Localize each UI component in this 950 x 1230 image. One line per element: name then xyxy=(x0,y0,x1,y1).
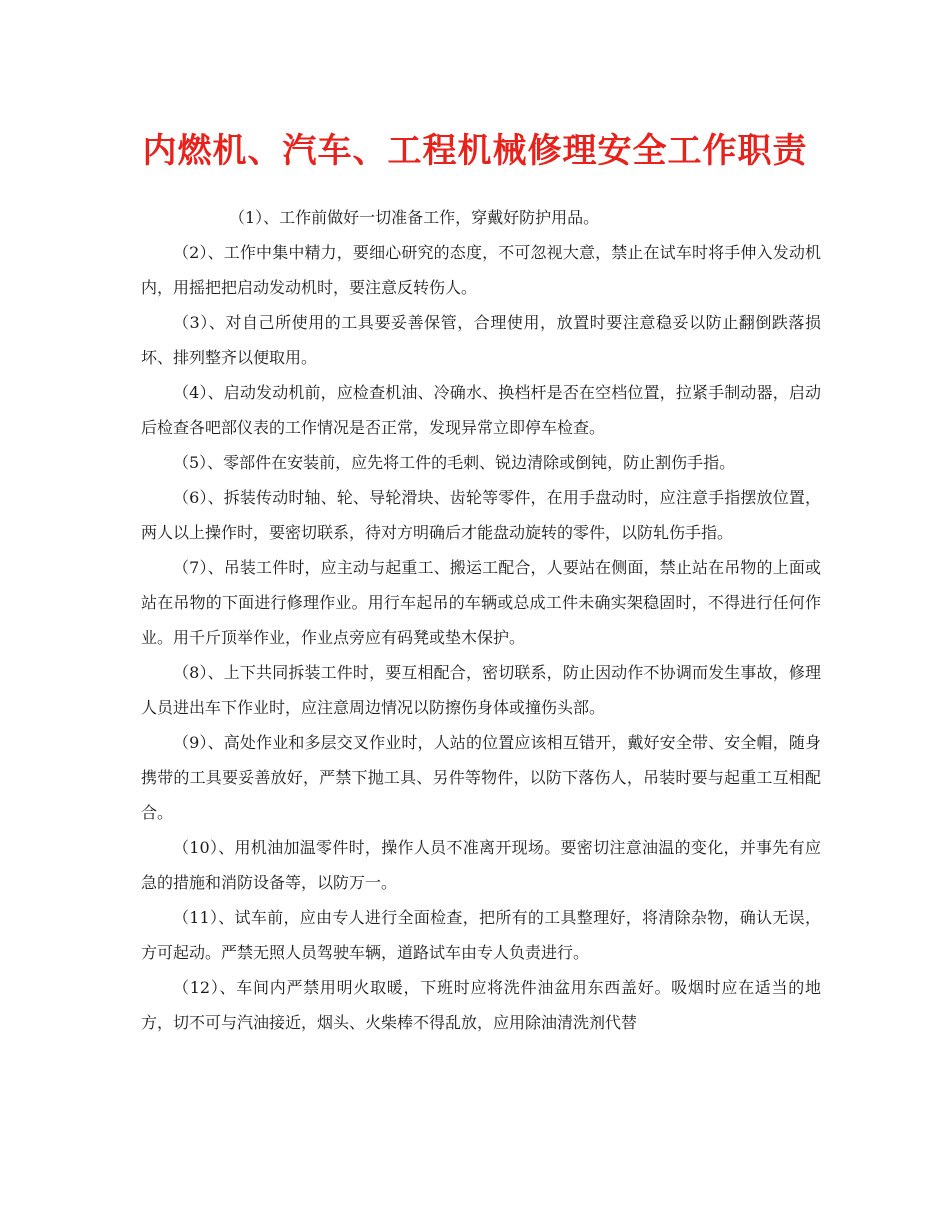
paragraph-2: （2）、工作中集中精力，要细心研究的态度，不可忽视大意，禁止在试车时将手伸入发动机内，用摇把把启动发动机时，要注意反转伤人。 xyxy=(141,243,821,297)
paragraph-10: （10）、用机油加温零件时，操作人员不准离开现场。要密切注意油温的变化，并事先有应急的措施和消防设备等，以防万一。 xyxy=(141,838,821,892)
paragraph-12: （12）、车间内严禁用明火取暖，下班时应将洗件油盆用东西盖好。吸烟时应在适当的地方，切不可与汽油接近，烟头、火柴棒不得乱放，应用除油清洗剂代替 xyxy=(141,978,821,1032)
document-body xyxy=(141,200,821,1040)
paragraph-7: （7）、吊装工件时，应主动与起重工、搬运工配合，人要站在侧面，禁止站在吊物的上面或站在吊物的下面进行修理作业。用行车起吊的车辆或总成工件未确实架稳固时，不得进行任何作业。用千斤顶举作业，作业点旁应有码凳或垫木保护。 xyxy=(141,558,821,647)
paragraph-6: （6）、拆装传动时轴、轮、导轮滑块、齿轮等零件，在用手盘动时，应注意手指摆放位置，两人以上操作时，要密切联系，待对方明确后才能盘动旋转的零件，以防轧伤手指。 xyxy=(141,488,821,542)
paragraph-1: （1）、工作前做好一切准备工作，穿戴好防护用品。 xyxy=(229,208,600,227)
paragraph-8: （8）、上下共同拆装工件时，要互相配合，密切联系，防止因动作不协调而发生事故，修理人员进出车下作业时，应注意周边情况以防擦伤身体或撞伤头部。 xyxy=(141,663,821,717)
paragraph-11: （11）、试车前，应由专人进行全面检查，把所有的工具整理好，将清除杂物，确认无误，方可起动。严禁无照人员驾驶车辆，道路试车由专人负责进行。 xyxy=(141,908,821,962)
paragraph-5: （5）、零部件在安装前，应先将工件的毛刺、锐边清除或倒钝，防止割伤手指。 xyxy=(173,453,736,472)
paragraph-4: （4）、启动发动机前，应检查机油、冷确水、换档杆是否在空档位置，拉紧手制动器，启动后检查各吧部仪表的工作情况是否正常，发现异常立即停车检查。 xyxy=(141,383,821,437)
paragraph-3: （3）、对自己所使用的工具要妥善保管，合理使用，放置时要注意稳妥以防止翻倒跌落损坏、排列整齐以便取用。 xyxy=(141,313,821,367)
paragraph-9: （9）、高处作业和多层交叉作业时，人站的位置应该相互错开，戴好安全带、安全帽，随身携带的工具要妥善放好，严禁下抛工具、另件等物件，以防下落伤人，吊装时要与起重工互相配合。 xyxy=(141,733,821,822)
document-title: 内燃机、汽车、工程机械修理安全工作职责 xyxy=(142,131,808,171)
